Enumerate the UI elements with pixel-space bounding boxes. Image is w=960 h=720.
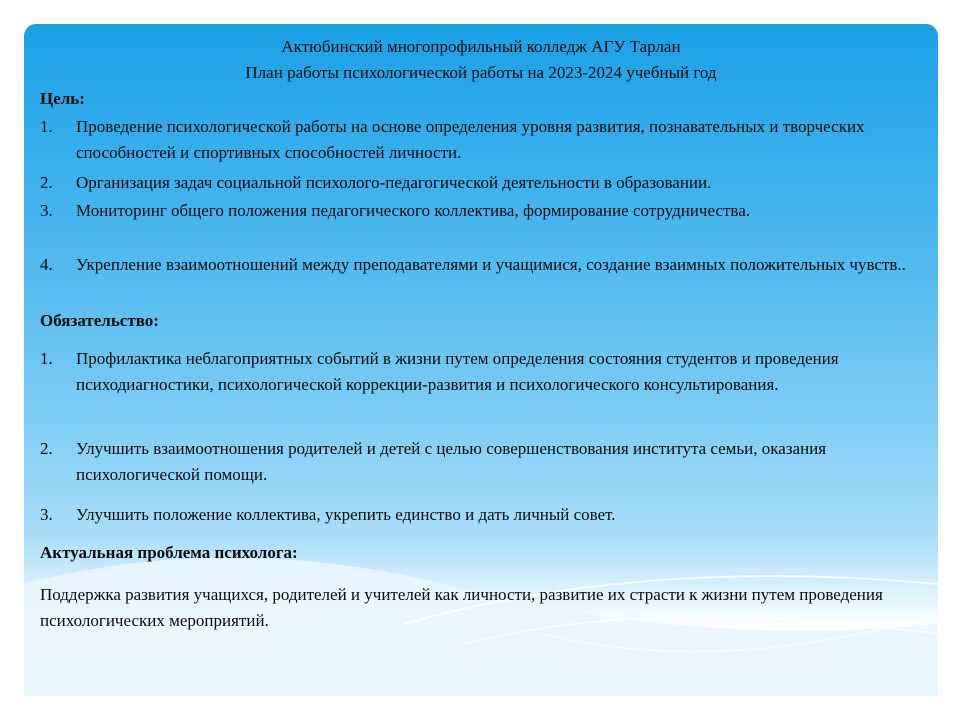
goal-item-1: [40, 114, 920, 166]
obligation-heading: Обязательство:: [40, 311, 159, 330]
obligation-item-2: [40, 436, 920, 488]
obligation-item-number: 2.: [40, 439, 53, 458]
plan-title: План работы психологической работы на 2023-2024 учебный год: [245, 63, 717, 82]
goal-item-3: [40, 198, 920, 224]
goal-item-text: Организация задач социальной психолого-педагогической деятельности в образовании.: [76, 173, 712, 192]
goal-item-number: 3.: [40, 201, 53, 220]
obligation-item-text: Улучшить взаимоотношения родителей и детей с целью совершенствования института семьи, оказания психологической помощи.: [76, 439, 827, 484]
problem-text: Поддержка развития учащихся, родителей и учителей как личности, развитие их страсти к жизни путем проведения психологических мероприятий.: [40, 585, 883, 630]
obligation-item-1: [40, 346, 920, 398]
obligation-item-text: Улучшить положение коллектива, укрепить единство и дать личный совет.: [76, 505, 616, 524]
college-title: Актюбинский многопрофильный колледж АГУ Тарлан: [281, 37, 681, 56]
obligation-item-number: 3.: [40, 505, 53, 524]
obligation-item-number: 1.: [40, 349, 53, 368]
goal-item-number: 2.: [40, 173, 53, 192]
goal-item-text: Укрепление взаимоотношений между преподавателями и учащимися, создание взаимных положительных чувств..: [76, 255, 906, 274]
obligation-item-3: [40, 502, 920, 528]
goal-item-2: [40, 170, 920, 196]
goal-item-number: 1.: [40, 117, 53, 136]
goal-item-text: Мониторинг общего положения педагогического коллектива, формирование сотрудничества.: [76, 201, 750, 220]
goal-item-4: [40, 252, 920, 278]
goal-heading: Цель:: [40, 89, 85, 108]
obligation-item-text: Профилактика неблагоприятных событий в жизни путем определения состояния студентов и проведения психодиагностики, психологической коррекции-развития и психологического консультирования.: [76, 349, 839, 394]
slide-panel: [24, 24, 938, 696]
goal-item-text: Проведение психологической работы на основе определения уровня развития, познавательных и творческих способностей и спортивных способностей личности.: [76, 117, 865, 162]
goal-item-number: 4.: [40, 255, 53, 274]
problem-heading: Актуальная проблема психолога:: [40, 543, 298, 562]
slide-content: [24, 24, 938, 696]
